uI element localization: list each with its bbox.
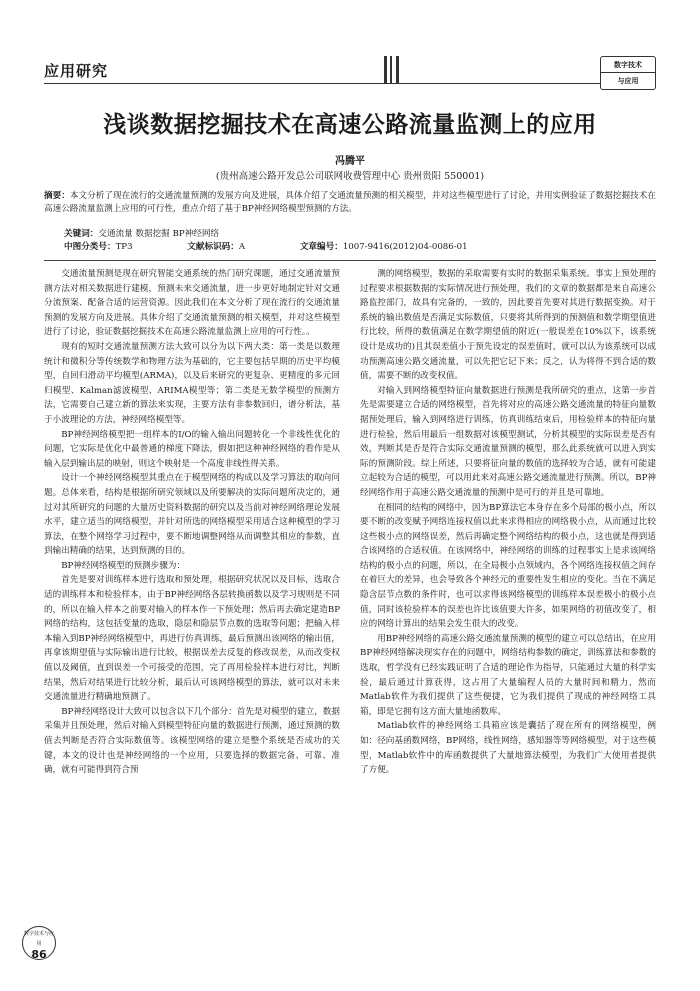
clc-value: TP3 <box>115 241 133 252</box>
keywords-label: 关键词： <box>64 229 99 239</box>
author-affiliation: (贵州高速公路开发总公司联网收费管理中心 贵州贵阳 550001) <box>215 171 485 182</box>
journal-logo-line2: 与应用 <box>601 72 655 88</box>
body-paragraph: 用BP神经网络的高速公路交通流量预测的模型的建立可以总结出，在应用BP神经网络解决现实存在的问题中，网络结构参数的确定，训练算法和参数的选取，哲学没有已经实践证明了合适的理论作为指导，只能通过大量的科学实验，最后通过计算获得，这占用了大量编程人员的大量时间和精力，然而Matlab软件为我们提供了这些便捷，它为我们提供了现成的神经网络工具箱，即是它拥有这方面大量地函数库。 <box>360 633 656 717</box>
page-badge-text: 数字技术与应用 <box>23 931 54 947</box>
body-column-right <box>360 267 656 778</box>
section-label: 应用研究 <box>44 62 109 80</box>
body-column-left <box>44 267 340 778</box>
keywords: 交通流量 数据挖掘 BP神经网络 <box>98 229 220 239</box>
body-paragraph: 交通流量预测是现在研究智能交通系统的热门研究课题，通过交通流量预测方法对相关数据进行建模，预测未来交通流量，进一步更好地制定针对交通分流预案、配备合适的运营资源。因此我们在本文分析了现在流行的交通流量预测的发展方向及进展。具体介绍了交通流量预测的相关模型，并对这些模型进行了讨论，验证数据挖掘技术在高速公路流量监测上应用的可行性。。 <box>44 269 340 338</box>
article-meta <box>64 228 468 253</box>
doc-code-label: 文献标识码： <box>187 241 239 252</box>
page-number-badge <box>22 926 56 960</box>
journal-logo-line1: 数字技术 <box>614 60 642 69</box>
article-author: 冯腾平 <box>335 156 365 167</box>
body-paragraph: 设计一个神经网络模型其重点在于模型网络的构成以及学习算法的取向问题。总体来看，结构是根据所研究领域以及所要解决的实际问题所决定的，通过对其所研究的问题的大量历史资料数据的研究以及当前对神经网络理论发展水平，建立适当的网络模型，并针对所选的网络模型采用适合这种模型的学习算法，在整个网络学习过程中，要不断地调整网络从而调整其相应的参数，直到输出精确的结果，达到预测的目的。 <box>44 473 340 557</box>
header-decoration-bars <box>384 56 406 84</box>
header-rule <box>44 83 656 84</box>
doc-code-value: A <box>238 241 246 252</box>
classification-row <box>64 241 468 254</box>
clc-label: 中图分类号： <box>64 241 116 252</box>
abstract <box>44 190 656 215</box>
body-paragraph: Matlab软件的神经网络工具箱应该是囊括了现在所有的网络模型，例如：径向基函数网络，BP网络，线性网络，感知器等等网络模型，对于这些模型，Matlab软件中的库函数提供了大量地算法模型，为我们广大使用者提供了方便。 <box>360 721 656 776</box>
body-paragraph: 首先是要对训练样本进行选取和预处理，根据研究状况以及目标，选取合适的训练样本和检验样本，由于BP神经网络各层转换函数以及学习规则是不同的，所以在输入样本之前要对输入的样本作一下预处理；然后再去确定建造BP网络的结构，这包括变量的选取，隐层和隐层节点数的选取等问题；把输入样本输入到BP神经网络模型中，再进行仿真训练，最后预测出该网络的输出值，再拿该期望值与实际输出进行比较，根据误差去反复的修改误差，从而改变权值以及阈值，直到误差一个可接受的范围，完了再用检验样本进行对比，判断结果，然后对结果进行比较分析，最后认可该网络模型的算法，就可以对未来交通流量进行精确地预测了。 <box>44 575 340 703</box>
article-no-value: 1007-9416(2012)04-0086-01 <box>342 241 468 252</box>
body-paragraph: 现有的短时交通流量预测方法大致可以分为以下两大类：第一类是以数理统计和微积分等传统数学和物理方法为基础的，它主要包括早期的历史平均模型，自回归滑动平均模型(ARMA)，以及后来研究的更复杂、更精度的多元回归模型、Kalman滤波模型、ARIMA模型等；第二类是无数学模型的预测方法，它需要自己建立新的算法来实现，主要方法有非参数回归，谱分析法，基于小波理论的方法，神经网络模型等。 <box>44 341 340 425</box>
abstract-label: 摘要： <box>44 191 70 201</box>
abstract-text: 本文分析了现在流行的交通流量预测的发展方向及进展，具体介绍了交通流量预测的相关模型，并对这些模型进行了讨论，并用实例验证了数据挖掘技术在高速公路流量监测上应用的可行性，重点介绍了基于BP神经网络模型预测的方法。 <box>44 191 656 214</box>
article-no-label: 文章编号： <box>299 241 343 252</box>
body-paragraph: 对输入到网络模型特征向量数据进行预测是我所研究的重点，这第一步首先是需要建立合适的网络模型，首先将对应的高速公路交通流量的特征向量数据预处理后，输入到网络进行训练，仿真训练结束后，用检验样本的特征向量进行检验，然后用最后一组数据对该模型测试，分析其模型的实际误差是否有效，判断其是否是符合实际交通流量预测的模型，那么此系统就可以进入到实际的预测阶段。综上所述，只要将征向量的数值的选择较为合适，就有可能建立起较为合适的模型，可以用此来对高速公路交通流量进行预测。所以，BP神经网络作用于高速公路交通流量的预测中是可行的并且是可靠地。 <box>360 385 656 498</box>
body-paragraph: BP神经网络模型把一组样本的I/O的输入输出问题转化一个非线性优化的问题，它实际是优化中最普通的梯度下降法，假如把这种神经网络的看作是从输入层到输出层的映射，则这个映射是一个高度非线性得关系。 <box>44 429 340 469</box>
keywords-row <box>64 228 468 241</box>
abstract-separator <box>44 260 656 261</box>
body-paragraph: 测的网络模型，数据的采取需要有实时的数据采集系统。事实上预处理的过程要求根据数据的实际情况进行预处理，我们的文章的数据都是来自高速公路监控部门，故具有完备的，一致的，因此要首先要对其进行数据变换。对于系统的输出数值是否满足实际数值，只要将其所得到的预测值和数学期望值进行比较，所得的数值满足在数学期望值的附近(一般误差在10%以下，该系统设计是成功的)且其误差值小于预先设定的误差值时，就可以认为该系统可以成功预测高速公路交通流量，可以先把它记下来；反之，认为将得不到合适的数值，需要不断的改变权值。 <box>360 269 656 382</box>
body-paragraph: BP神经网络设计大致可以包含以下几个部分：首先是对模型的建立，数据采集并且预处理，然后对输入到模型特征向量的数据进行预测，通过预测的数值去判断是否符合实际数值等。该模型网络的建立是整个系统是否成功的关键，本文的设计也是神经网络的一个应用，只要选择的数据完备、可靠、准确，就有可能得到符合预 <box>44 706 340 776</box>
page-header <box>44 56 656 84</box>
journal-logo <box>600 56 656 90</box>
body-paragraph: 在相同的结构的网络中，因为BP算法它本身存在多个局部的极小点，所以要不断的改变赋予网络连接权值以此来求得相应的网络极小点，从而通过比较这些极小点的网络误差，然后再确定整个网络结构的极小点，这也就是得到适合该网络的合适权值。在该网络中，神经网络的训练的过程事实上是求该网络结构的极小点的问题，所以，在全局极小点领域内，各个网络连接权值之间存在着巨大的差异，也会导致各个神经元的重要性发生相应的变化。当在不满足隐含层节点数的条件时，也可以求得该网络模型的训练样本误差极小的极小点值，同时该检验样本的误差也许比该值要大许多，如果网络的初值改变了，相应的网络计算出的结果会发生很大的改变。 <box>360 502 656 630</box>
article-title: 浅谈数据挖掘技术在高速公路流量监测上的应用 <box>103 111 597 138</box>
page-number: 86 <box>31 948 47 961</box>
body-paragraph: BP神经网络模型的预测步骤为： <box>61 560 186 571</box>
